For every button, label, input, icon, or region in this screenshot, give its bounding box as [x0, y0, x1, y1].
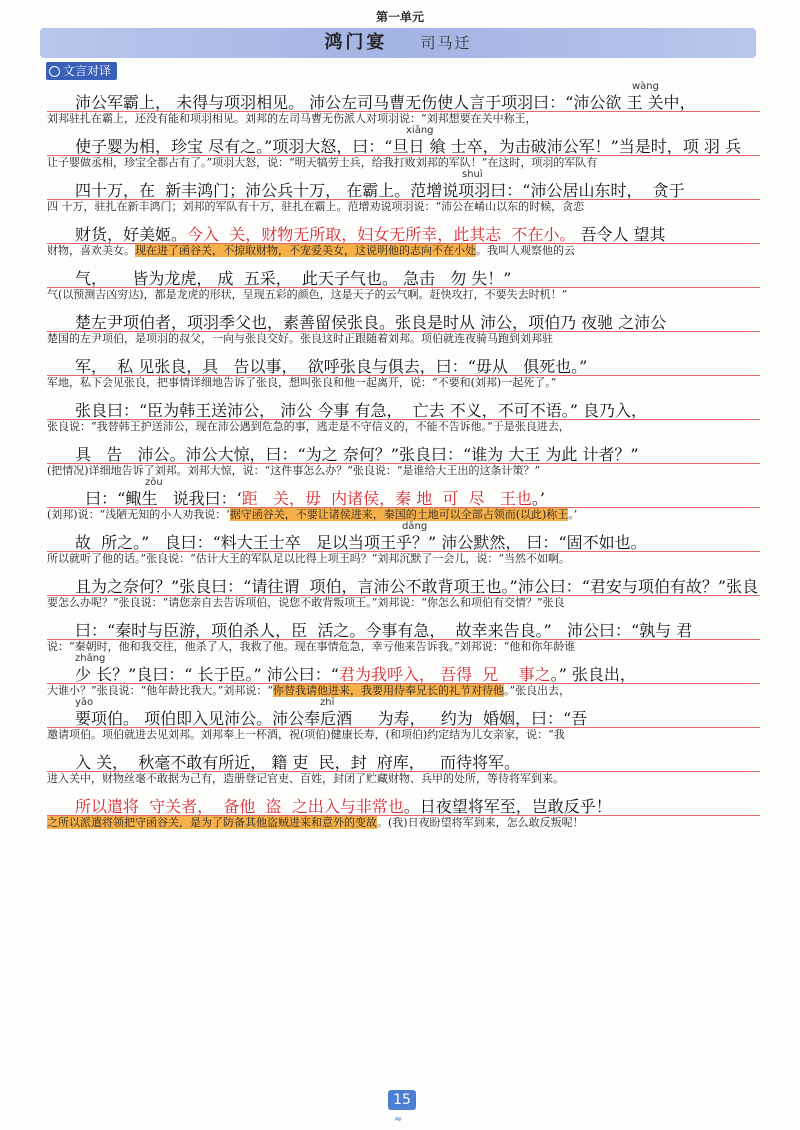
text-line-pair — [0, 168, 800, 212]
original-text-segment: 所以遣将 守关者， 备他 盗 之出入与非常也 — [75, 797, 404, 816]
translation-line — [47, 199, 760, 213]
original-text-segment: 君为我呼入， 吾得 兄 事之 — [338, 665, 551, 684]
translation-segment: 楚国的左尹项伯，是项羽的叔父，一向与张良交好。张良这时正跟随着刘邦。项伯就连夜骑马跑到刘邦驻 — [47, 332, 553, 345]
translation-segment: 。(我)日夜盼望将军到来，怎么敢反叛呢！ — [377, 816, 584, 829]
pinyin-annotation: yāo — [75, 697, 94, 708]
translation-line — [47, 639, 760, 653]
translation-line — [47, 287, 760, 301]
text-line-pair — [0, 520, 800, 564]
translation-line — [47, 155, 760, 169]
pinyin-annotation: wàng — [632, 81, 659, 92]
original-text-segment: 财货，好美姬。 — [75, 225, 188, 244]
translation-segment: 让子婴做丞相，珍宝全都占有了。”项羽大怒，说：“明天犒劳士兵，给我打败刘邦的军队！”在这时，项羽的军队有 — [47, 156, 598, 169]
text-line-pair — [0, 740, 800, 784]
translation-line — [47, 243, 760, 257]
original-text-segment: 。日夜望将军至，岂敢反乎！ — [403, 797, 612, 816]
translation-line — [47, 551, 760, 565]
pinyin-annotation: zhī — [320, 697, 335, 708]
original-text-line — [75, 620, 760, 641]
translation-line — [47, 683, 760, 697]
original-text-segment: 要项伯。 项伯即入见沛公。沛公奉卮酒 为寿， 约为 婚姻，曰：“吾 — [75, 709, 588, 728]
text-body — [0, 80, 800, 828]
original-text-segment: 吾令人 望其 — [575, 225, 666, 244]
translation-line — [47, 331, 760, 345]
original-text-line — [75, 576, 760, 597]
text-line-pair — [0, 124, 800, 168]
translation-line — [47, 815, 760, 829]
original-text-line — [75, 180, 760, 201]
text-line-pair — [0, 300, 800, 344]
translation-segment: 现在进了函谷关，不掠取财物，不宠爱美女，这说明他的志向不在小处 — [135, 244, 476, 257]
unit-label: 第一单元 — [375, 10, 424, 24]
translation-line — [47, 771, 760, 785]
translation-segment: 。’ — [568, 508, 578, 521]
text-line-pair — [0, 344, 800, 388]
title-bar — [40, 28, 756, 58]
translation-segment: 所以就听了他的话。”张良说：“估计大王的军队足以比得上项王吗？”刘邦沉默了一会儿，说：“当然不如啊。 — [47, 552, 570, 565]
original-text-line — [75, 488, 760, 509]
original-text-segment: 少 长？”良曰：“ 长于臣。” 沛公曰：“ — [75, 665, 339, 684]
translation-line — [47, 727, 760, 741]
pinyin-annotation: zōu — [145, 477, 163, 488]
pinyin-annotation: zhǎng — [75, 653, 106, 664]
original-text-line — [75, 400, 760, 421]
original-text-segment: 故 所之。” 良曰：“料大王士卒 足以当项王乎？” 沛公默然， 曰：“固不如也。 — [75, 533, 647, 552]
original-text-line — [75, 664, 760, 685]
original-text-segment: 使子婴为相，珍宝 尽有之。”项羽大怒，曰：“旦日 飨 士卒，为击破沛公军！”当是时，项 羽 兵 — [75, 137, 741, 156]
original-text-line — [75, 532, 760, 553]
text-line-pair — [0, 696, 800, 740]
translation-line — [47, 375, 760, 389]
translation-segment: 之所以派遣将领把守函谷关，是为了防备其他盗贼进来和意外的变故 — [47, 816, 377, 829]
original-text-segment: 曰：“秦时与臣游，项伯杀人，臣 活之。今事有急， 故幸来告良。” 沛公曰：“孰与 君 — [75, 621, 693, 640]
original-text-line — [75, 796, 760, 817]
original-text-line — [75, 312, 760, 333]
page-number: 15 — [388, 1090, 416, 1110]
original-text-segment: 气， 皆为龙虎， 成 五采， 此天子气也。 急击 勿 失！” — [75, 269, 512, 288]
pinyin-annotation: shuì — [462, 169, 483, 180]
translation-segment: 邀请项伯。项伯就进去见刘邦。刘邦奉上一杯酒，祝(项伯)健康长寿，(和项伯)约定结为儿女亲家，说：“我 — [47, 728, 565, 741]
section-tag-label: 文言对译 — [63, 64, 112, 78]
text-line-pair — [0, 256, 800, 300]
original-text-segment: 军， 私 见张良，具 告以事， 欲呼张良与俱去，曰：“毋从 俱死也。” — [75, 357, 588, 376]
translation-segment: 大谁小？”张良说：“他年龄比我大。”刘邦说：“ — [47, 684, 273, 697]
original-text-segment: 沛公军霸上， 未得与项羽相见。 沛公左司马曹无伤使人言于项羽曰：“沛公欲 王 关中， — [75, 93, 696, 112]
original-text-segment: 楚左尹项伯者，项羽季父也，素善留侯张良。张良是时从 沛公，项伯乃 夜驰 之沛公 — [75, 313, 667, 332]
pinyin-annotation: xiǎng — [406, 125, 434, 136]
translation-segment: 张良说：“我替韩王护送沛公，现在沛公遇到危急的事，逃走是不守信义的，不能不告诉他。”于是张良进去， — [47, 420, 570, 433]
translation-line — [47, 419, 760, 433]
refresh-icon — [49, 66, 60, 77]
translation-segment: 气(以预测吉凶穷达)，都是龙虎的形状，呈现五彩的颜色，这是天子的云气啊。赶快攻打，不要失去时机！” — [47, 288, 568, 301]
translation-segment: 要怎么办呢？”张良说：“请您亲自去告诉项伯，说您不敢背叛项王。”刘邦说：“你怎么和项伯有交情？”张良 — [47, 596, 565, 609]
section-tag — [46, 62, 117, 80]
original-text-segment: 今入 关，财物无所取，妇女无所幸，此其志 不在小。 — [187, 225, 576, 244]
text-line-pair — [0, 652, 800, 696]
translation-line — [47, 111, 760, 125]
text-line-pair — [0, 388, 800, 432]
text-line-pair — [0, 476, 800, 520]
original-text-line — [75, 268, 760, 289]
translation-segment: (刘邦)说：“浅陋无知的小人劝我说：‘ — [47, 508, 230, 521]
original-text-segment: 且为之奈何？”张良曰：“请往谓 项伯，言沛公不敢背项王也。”沛公曰：“君安与项伯有故？”张良 — [75, 577, 759, 596]
translation-line — [47, 507, 760, 521]
translation-segment: 刘邦驻扎在霸上，还没有能和项羽相见。刘邦的左司马曹无伤派人对项羽说：“刘邦想要在关中称王， — [47, 112, 537, 125]
original-text-segment: 四十万，在 新丰鸿门；沛公兵十万， 在霸上。范增说项羽曰：“沛公居山东时， 贪于 — [75, 181, 685, 200]
text-line-pair — [0, 432, 800, 476]
translation-segment: 进入关中，财物丝毫不敢据为己有，造册登记官吏、百姓，封闭了贮藏财物、兵甲的处所，等待将军到来。 — [47, 772, 564, 785]
translation-segment: 据守函谷关，不要让诸侯进来，秦国的土地可以全部占领而(以此)称王 — [229, 508, 569, 521]
text-line-pair — [0, 212, 800, 256]
translation-line — [47, 463, 760, 477]
text-line-pair — [0, 80, 800, 124]
original-text-line — [75, 444, 760, 465]
pinyin-annotation: dāng — [402, 521, 428, 532]
original-text-segment: 张良曰：“臣为韩王送沛公， 沛公 今事 有急， 亡去 不义，不可不语。” 良乃入， — [75, 401, 647, 420]
original-text-segment: 距 关，毋 内诸侯，秦 地 可 尽 王也 — [241, 489, 532, 508]
text-line-pair — [0, 564, 800, 608]
original-text-segment: 具 告 沛公。沛公大惊，曰：“为之 奈何？”张良曰：“谁为 大王 为此 计者？” — [75, 445, 639, 464]
original-text-segment: 。” 张良出， — [550, 665, 636, 684]
translation-segment: 财物，喜欢美女。 — [47, 244, 135, 257]
translation-line — [47, 595, 760, 609]
translation-segment: (把情况)详细地告诉了刘邦。刘邦大惊，说：“这件事怎么办？”张良说：“是谁给大王出的这条计策？” — [47, 464, 541, 477]
translation-segment: 你替我请他进来，我要用侍奉兄长的礼节对待他 — [273, 684, 504, 697]
original-text-line — [75, 752, 760, 773]
translation-segment: 说：“秦朝时，他和我交往，他杀了人，我救了他。现在事情危急，幸亏他来告诉我。”刘邦说：“他和你年龄谁 — [47, 640, 576, 653]
author: 司马迁 — [420, 34, 472, 52]
translation-segment: 。我叫人观察他的云 — [476, 244, 575, 257]
original-text-line — [75, 92, 760, 113]
text-line-pair — [0, 608, 800, 652]
original-text-line — [75, 708, 760, 729]
original-text-line — [75, 136, 760, 157]
translation-segment: 军地，私下会见张良，把事情详细地告诉了张良，想叫张良和他一起离开，说：“不要和(刘邦)一起死了。” — [47, 376, 557, 389]
original-text-segment: 。’ — [531, 489, 545, 508]
translation-segment: 。”张良出去， — [504, 684, 571, 697]
original-text-line — [75, 356, 760, 377]
original-text-segment: 曰：“鲰生 说我曰：‘ — [75, 489, 242, 508]
translation-segment: 四 十万，驻扎在新丰鸿门；刘邦的军队有十万，驻扎在霸上。范增劝说项羽说：“沛公在崤山以东的时候，贪恋 — [47, 200, 585, 213]
text-line-pair — [0, 784, 800, 828]
page-title: 鸿门宴 — [324, 32, 388, 53]
decoration-icon: ≈ — [394, 1114, 403, 1125]
original-text-line — [75, 224, 760, 245]
original-text-segment: 入 关， 秋毫不敢有所近， 籍 吏 民，封 府库， 而待将军。 — [75, 753, 521, 772]
